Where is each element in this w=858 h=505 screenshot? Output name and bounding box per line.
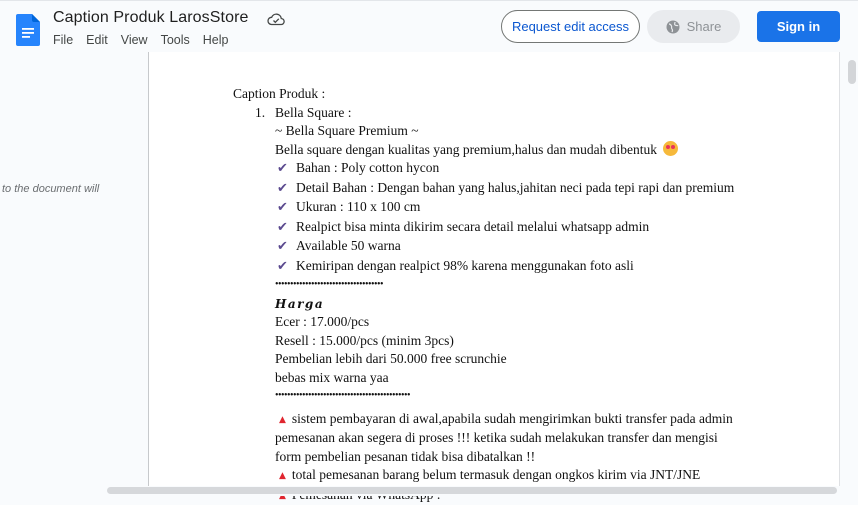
check-item: ✔ Ukuran : 110 x 100 cm	[233, 198, 734, 218]
vertical-scrollbar-thumb[interactable]	[848, 60, 856, 84]
price-heading: Harga	[233, 295, 734, 314]
price-line: bebas mix warna yaa	[233, 369, 734, 388]
google-docs-icon[interactable]	[16, 14, 40, 46]
heart-eyes-emoji-icon	[663, 141, 678, 156]
item-subtitle: ~ Bella Square Premium ~	[233, 122, 734, 141]
check-icon: ✔	[277, 219, 293, 238]
note-continuation: pemesanan akan segera di proses !!! ketika sudah melakukan transfer dan mengisi	[233, 429, 734, 448]
document-body	[233, 85, 734, 505]
vertical-scrollbar-track[interactable]	[840, 52, 858, 486]
price-line: Resell : 15.000/pcs (minim 3pcs)	[233, 332, 734, 351]
red-triangle-icon: ▲	[279, 411, 286, 430]
document-page[interactable]	[148, 52, 840, 486]
cloud-saved-icon[interactable]	[267, 12, 285, 26]
menu-help[interactable]: Help	[203, 33, 229, 47]
description-text: Bella square dengan kualitas yang premium,halus dan mudah dibentuk	[275, 142, 657, 157]
app-header	[0, 0, 858, 52]
sign-in-button[interactable]: Sign in	[757, 11, 840, 42]
menu-tools[interactable]: Tools	[161, 33, 190, 47]
menu-view[interactable]: View	[121, 33, 148, 47]
dotted-divider: ••••••••••••••••••••••••••••••••••••	[233, 276, 734, 295]
red-triangle-icon: ▲	[279, 467, 286, 486]
note-item: ▲ sistem pembayaran di awal,apabila sudah mengirimkan bukti transfer pada admin	[233, 410, 734, 430]
list-item-1	[233, 104, 734, 123]
horizontal-scrollbar-thumb[interactable]	[107, 487, 837, 494]
check-item: ✔ Kemiripan dengan realpict 98% karena menggunakan foto asli	[233, 257, 734, 277]
left-panel	[0, 52, 148, 486]
item-description	[233, 141, 734, 160]
left-panel-note: to the document will	[2, 183, 99, 195]
document-title[interactable]: Caption Produk LarosStore	[53, 9, 249, 27]
request-edit-access-button[interactable]: Request edit access	[501, 10, 640, 43]
note-item: ▲ total pemesanan barang belum termasuk dengan ongkos kirim via JNT/JNE	[233, 466, 734, 486]
price-line: Pembelian lebih dari 50.000 free scrunchie	[233, 350, 734, 369]
check-icon: ✔	[277, 180, 293, 199]
check-icon: ✔	[277, 199, 293, 218]
check-icon: ✔	[277, 258, 293, 277]
check-item: ✔ Realpict bisa minta dikirim secara detail melalui whatsapp admin	[233, 218, 734, 238]
check-item: ✔ Available 50 warna	[233, 237, 734, 257]
menu-bar	[53, 33, 241, 47]
globe-icon	[666, 20, 680, 34]
share-button[interactable]	[647, 10, 740, 43]
check-icon: ✔	[277, 238, 293, 257]
item-title: Bella Square :	[275, 105, 351, 120]
menu-file[interactable]: File	[53, 33, 73, 47]
doc-heading: Caption Produk :	[233, 85, 734, 104]
price-line: Ecer : 17.000/pcs	[233, 313, 734, 332]
check-item: ✔ Detail Bahan : Dengan bahan yang halus,jahitan neci pada tepi rapi dan premium	[233, 179, 734, 199]
share-label: Share	[687, 19, 722, 34]
check-icon: ✔	[277, 160, 293, 179]
menu-edit[interactable]: Edit	[86, 33, 108, 47]
note-continuation: form pembelian pesanan tidak bisa dibatalkan !!	[233, 448, 734, 467]
check-item: ✔ Bahan : Poly cotton hycon	[233, 159, 734, 179]
dotted-divider: •••••••••••••••••••••••••••••••••••••••••••••	[233, 387, 734, 406]
list-number: 1.	[255, 104, 265, 123]
